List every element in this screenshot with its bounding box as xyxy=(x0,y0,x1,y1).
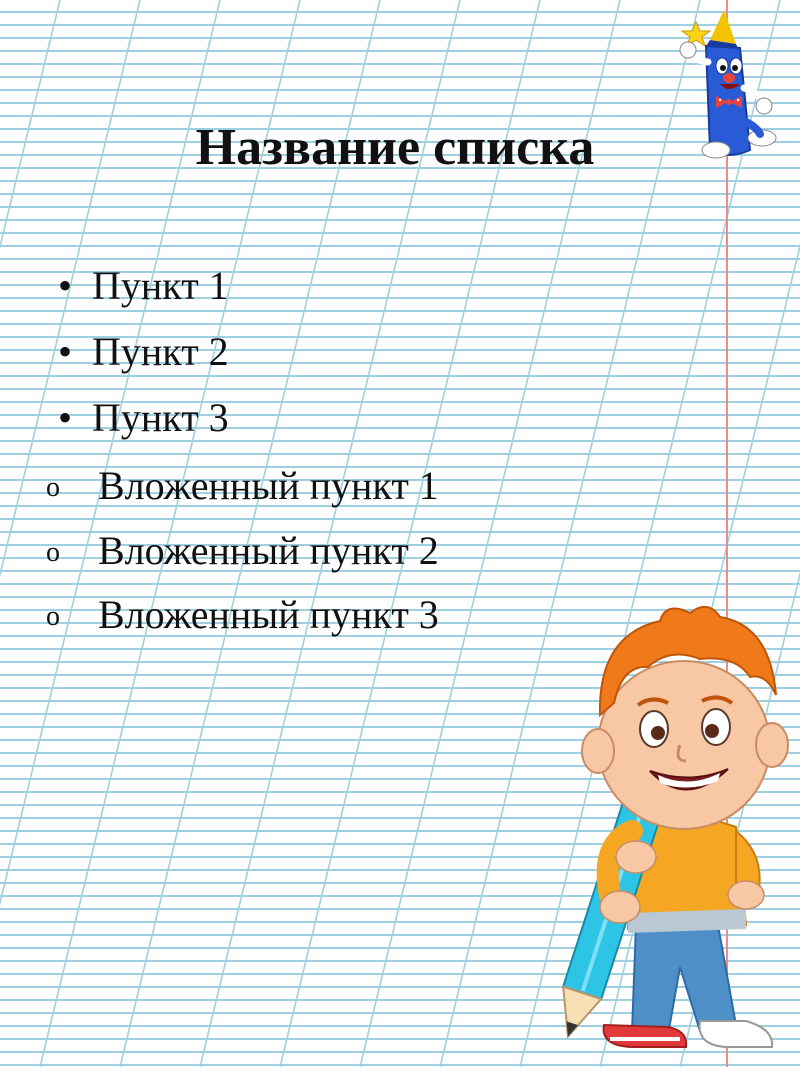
nested-list-item-label: Вложенный пункт 2 xyxy=(98,528,439,573)
list-item xyxy=(58,394,229,441)
list-item-label: Пункт 3 xyxy=(92,395,229,440)
bullet-marker: • xyxy=(58,329,73,374)
nested-list-item xyxy=(46,462,439,509)
bullet-marker: • xyxy=(58,395,73,440)
list-item-label: Пункт 1 xyxy=(92,263,229,308)
nested-list-item xyxy=(46,527,439,574)
crayon-mascot-icon xyxy=(676,0,800,165)
circle-bullet-marker: o xyxy=(46,472,60,503)
boy-with-pencil-illustration xyxy=(540,595,800,1067)
nested-list-item-label: Вложенный пункт 1 xyxy=(98,463,439,508)
circle-bullet-marker: o xyxy=(46,601,60,632)
list-item xyxy=(58,262,229,309)
circle-bullet-marker: o xyxy=(46,537,60,568)
nested-list-item xyxy=(46,591,439,638)
bullet-marker: • xyxy=(58,263,73,308)
slide-title: Название списка xyxy=(195,119,595,176)
list-item-label: Пункт 2 xyxy=(92,329,229,374)
nested-list-item-label: Вложенный пункт 3 xyxy=(98,592,439,637)
list-item xyxy=(58,328,229,375)
